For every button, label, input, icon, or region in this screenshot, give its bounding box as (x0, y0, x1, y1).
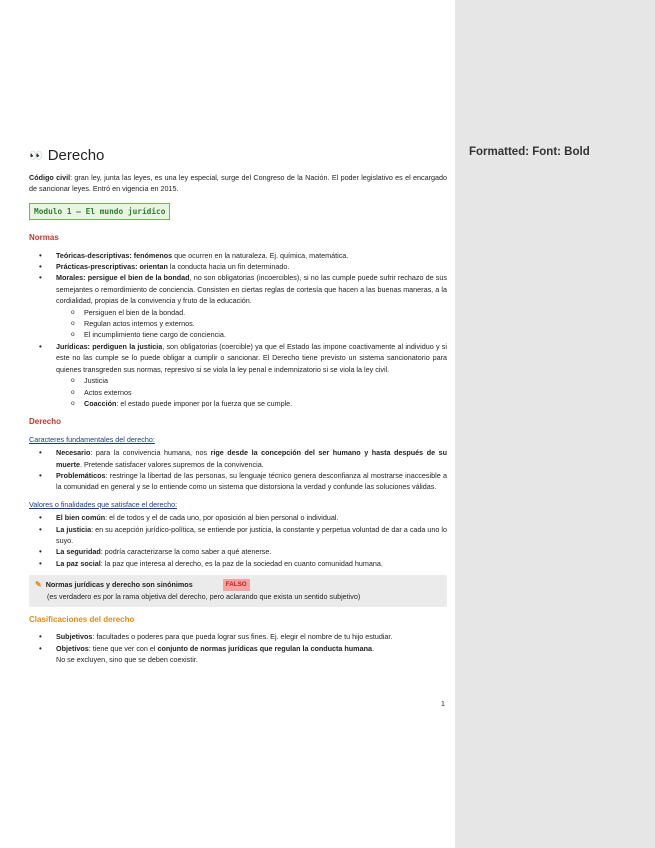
juridicas-sublist (56, 375, 447, 409)
list-item: • La paz social: la paz que interesa al derecho, es la paz de la sociedad en cuanto comunidad humana. (29, 558, 447, 569)
false-badge: FALSO (223, 579, 250, 590)
clasificaciones-heading: Clasificaciones del derecho (29, 615, 135, 624)
caracteres-list (29, 447, 447, 493)
valores-list (29, 512, 447, 569)
sub-list-item: o Coacción: el estado puede imponer por la fuerza que se cumple. (56, 398, 447, 409)
intro-bold: Código civil (29, 173, 71, 182)
sub-list-item: o Regulan actos internos y externos. (56, 318, 447, 329)
format-comment-label: Formatted: Font: Bold (469, 146, 590, 158)
valores-heading: Valores o finalidades que satisface el derecho: (29, 499, 178, 509)
page-title: Derecho (47, 147, 105, 164)
sub-list-item: o Persiguen el bien de la bondad. (56, 307, 447, 318)
callout-question: Normas jurídicas y derecho son sinónimos (45, 580, 193, 590)
sub-list-item: o Justicia (56, 375, 447, 386)
list-item: • La justicia: en su acepción jurídico-política, se entiende por justicia, la constante y perpetua voluntad de dar a cada uno lo suyo. (29, 524, 447, 547)
eyes-icon: 👀 (29, 150, 43, 162)
list-item: • Teóricas-descriptivas: fenómenos que ocurren en la naturaleza. Ej. química, matemática. (29, 250, 447, 261)
morales-sublist (56, 307, 447, 341)
list-item: • Problemáticos: restringe la libertad de las personas, su lenguaje técnico genera desconfianza al mostrarse inaccesible a la comunidad en general y se lo entiende como un sistema que distorsiona la verdad y confunde las soluciones válidas. (29, 470, 447, 493)
derecho-heading: Derecho (29, 417, 62, 427)
sub-list-item: o El incumplimiento tiene cargo de conciencia. (56, 329, 447, 340)
intro-text: : gran ley, junta las leyes, es una ley especial, surge del Congreso de la Nación. El poder legislativo es el encargado de sancionar leyes. Entró en vigencia en 2015. (29, 173, 448, 194)
list-item: • Jurídicas: perdiguen la justicia, son obligatorias (coercible) ya que el Estado las impone coactivamente al individuo y si este no las cumple se lo puede obligar a cumplir o sancionar. El Derecho tiene previsto un sistema sancionatorio para quienes transgreden sus normas, represivo si se viola la ley penal e indemnizatorio si se viola la ley civil. o Justicia o Actos externos o Coacción: el estado puede imponer por la fuerza que se cumple. (29, 341, 447, 409)
module-label: Modulo 1 – El mundo jurídico (29, 203, 170, 220)
caracteres-heading: Caracteres fundamentales del derecho: (29, 434, 155, 444)
list-item: • Objetivos: tiene que ver con el conjunto de normas jurídicas que regulan la conducta humana. No se excluyen, sino que se deben coexistir. (29, 643, 447, 666)
page-number: 1 (441, 701, 445, 708)
title-row (29, 146, 447, 166)
callout-box (29, 575, 447, 607)
pencil-icon: ✎ (35, 580, 42, 590)
callout-answer: (es verdadero es por la rama objetiva del derecho, pero aclarando que exista un sentido subjetivo) (47, 591, 361, 601)
clasif-note: No se excluyen, sino que se deben coexistir. (56, 655, 198, 665)
document-body (29, 146, 447, 666)
comments-pane[interactable] (455, 0, 655, 848)
intro-paragraph (29, 172, 447, 195)
list-item: • Necesario: para la convivencia humana, nos rige desde la concepción del ser humano y hasta después de su muerte. Pretende satisfacer valores supremos de la convivencia. (29, 447, 447, 470)
normas-list (29, 250, 447, 410)
callout-question-row (35, 579, 441, 590)
normas-heading: Normas (29, 233, 59, 243)
clasificaciones-list (29, 631, 447, 665)
list-item: • La seguridad: podría caracterizarse la como saber a qué atenerse. (29, 546, 447, 557)
list-item: • Prácticas-prescriptivas: orientan la conducta hacia un fin determinado. (29, 261, 447, 272)
list-item: • Subjetivos: facultades o poderes para que pueda lograr sus fines. Ej. elegir el nombre de tu hijo estudiar. (29, 631, 447, 642)
list-item: • Morales: persigue el bien de la bondad, no son obligatorias (incoercibles), si no las cumple puede sufrir rechazo de sus semejantes o remordimiento de conciencia. Consisten en ciertas reglas de cortesía que hacen a las buenas maneras, a la cordialidad, propias de la convivencia y fruto de la educación. o Persiguen el bien de la bondad. o Regulan actos internos y externos. o El incumplimiento tiene cargo de conciencia. (29, 272, 447, 340)
sub-list-item: o Actos externos (56, 387, 447, 398)
list-item: • El bien común: el de todos y el de cada uno, por oposición al bien personal o individual. (29, 512, 447, 523)
